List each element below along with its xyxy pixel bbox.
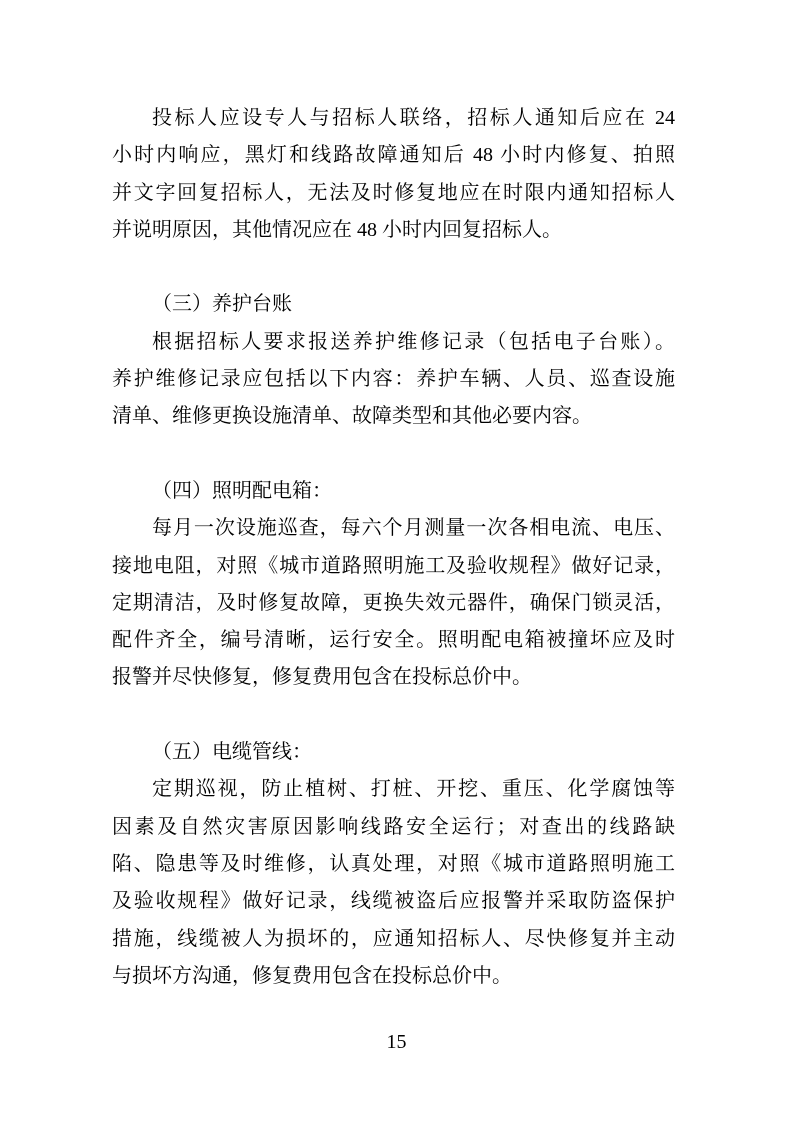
text-line: 措施，线缆被人为损坏的，应通知招标人、尽快修复并主动	[112, 927, 675, 950]
text-line: 与损坏方沟通，修复费用包含在投标总价中。	[112, 964, 512, 987]
text-line: 小时内响应，黑灯和线路故障通知后 48 小时内修复、拍照	[112, 144, 675, 167]
text-line: 并文字回复招标人，无法及时修复地应在时限内通知招标人	[112, 181, 675, 204]
text-line: 配件齐全，编号清晰，运行安全。照明配电箱被撞坏应及时	[112, 629, 675, 652]
text-line: 接地电阻，对照《城市道路照明施工及验收规程》做好记录，	[112, 554, 675, 577]
section-block	[112, 286, 675, 435]
text-line: 及验收规程》做好记录，线缆被盗后应报警并采取防盗保护	[112, 890, 675, 913]
paragraph-block	[112, 100, 675, 249]
text-line: 投标人应设专人与招标人联络，招标人通知后应在 24	[152, 107, 675, 129]
document-body	[112, 100, 675, 995]
text-line: 每月一次设施巡查，每六个月测量一次各相电流、电压、	[152, 517, 675, 540]
section-heading: （三）养护台账	[152, 293, 292, 316]
text-line: 陷、隐患等及时维修，认真处理，对照《城市道路照明施工	[112, 852, 675, 875]
text-line: 定期巡视，防止植树、打桩、开挖、重压、化学腐蚀等	[152, 778, 675, 801]
page-number: 15	[386, 1031, 407, 1053]
section-heading: （四）照明配电箱：	[152, 479, 332, 502]
text-line: 报警并尽快修复，修复费用包含在投标总价中。	[112, 666, 532, 689]
text-line: 因素及自然灾害原因影响线路安全运行；对查出的线路缺	[112, 815, 675, 838]
text-line: 定期清洁，及时修复故障，更换失效元器件，确保门锁灵活，	[112, 591, 675, 614]
section-block	[112, 473, 675, 697]
section-block	[112, 734, 675, 995]
text-line: 清单、维修更换设施清单、故障类型和其他必要内容。	[112, 405, 592, 428]
text-line: 并说明原因，其他情况应在 48 小时内回复招标人。	[112, 218, 562, 241]
section-heading: （五）电缆管线：	[152, 741, 312, 764]
text-line: 养护维修记录应包括以下内容：养护车辆、人员、巡查设施	[112, 368, 675, 391]
text-line: 根据招标人要求报送养护维修记录（包括电子台账）。	[152, 330, 675, 353]
